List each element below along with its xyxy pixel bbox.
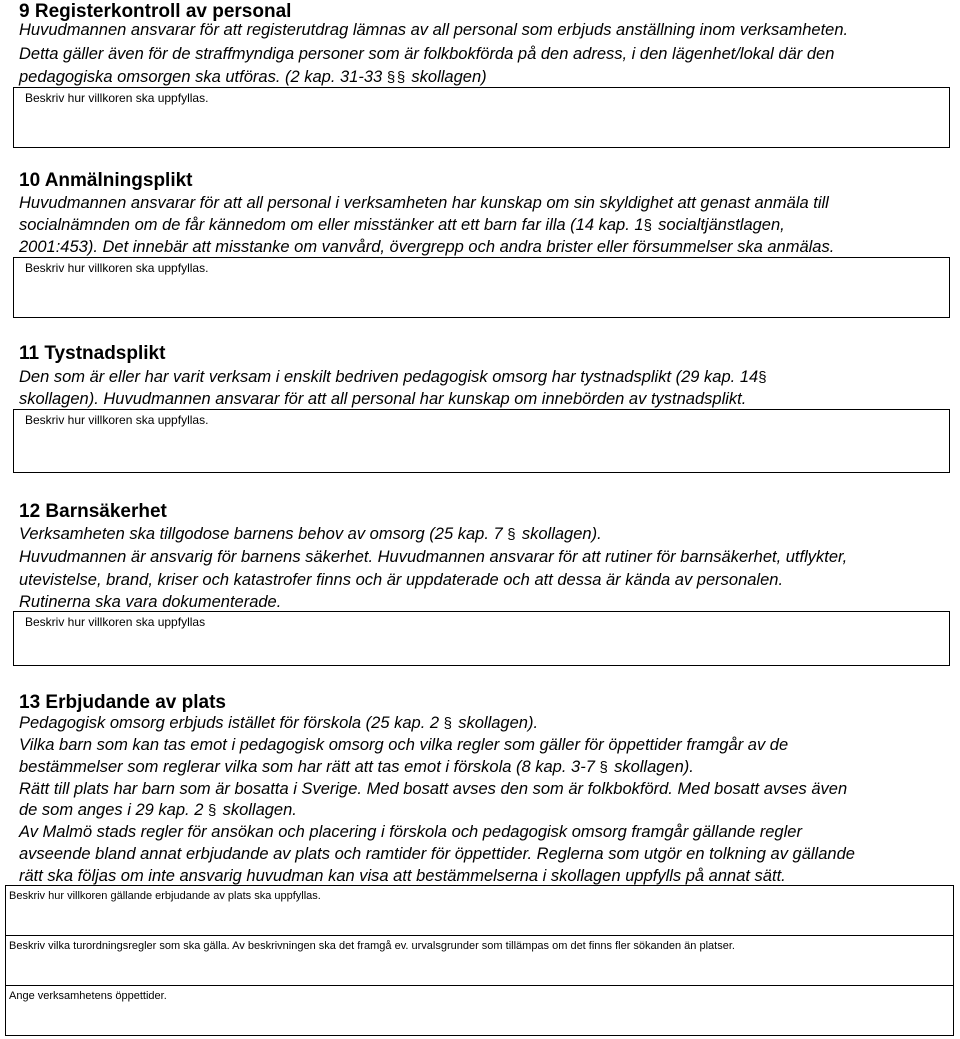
paragraph-sign-icon bbox=[600, 760, 608, 774]
section-13-line-3: bestämmelser som reglerar vilka som har rätt att tas emot i förskola (8 kap. 3-7 bbox=[19, 758, 595, 776]
section-10-heading: 10 Anmälningsplikt bbox=[19, 170, 193, 191]
section-10-line-3: 2001:453). Det innebär att misstanke om vanvård, övergrepp och andra brister eller försummelser ska anmälas. bbox=[19, 238, 835, 256]
section-12-line-1b: skollagen). bbox=[521, 525, 602, 543]
section-10-line-2-wrap bbox=[19, 215, 785, 236]
section-12-line-4: Rutinerna ska vara dokumenterade. bbox=[19, 593, 282, 611]
section-9-line-2: Detta gäller även för de straffmyndiga personer som är folkbokförda på den adress, i den lägenhet/lokal där den bbox=[19, 45, 835, 63]
paragraph-sign-icon bbox=[759, 370, 767, 384]
section-13-line-1: Pedagogisk omsorg erbjuds istället för förskola (25 kap. 2 bbox=[19, 714, 440, 732]
section-13-answer-field-1[interactable] bbox=[5, 885, 954, 936]
section-13-line-7: avseende bland annat erbjudande av plats och ramtider för öppettider. Reglerna som utgör en tolkning av gällande bbox=[19, 845, 855, 863]
paragraph-sign-icon bbox=[388, 70, 396, 84]
section-11-line-1: Den som är eller har varit verksam i enskilt bedriven pedagogisk omsorg har tystnadsplikt (29 kap. 14 bbox=[19, 368, 759, 386]
section-12-heading: 12 Barnsäkerhet bbox=[19, 501, 167, 522]
section-13-answer-label-1: Beskriv hur villkoren gällande erbjudande av plats ska uppfyllas. bbox=[9, 890, 321, 902]
section-13-answer-label-2: Beskriv vilka turordningsregler som ska gälla. Av beskrivningen ska det framgå ev. urvalsgrunder som tillämpas om det finns fler sökanden än platser. bbox=[9, 940, 735, 952]
section-9-heading: 9 Registerkontroll av personal bbox=[19, 1, 292, 22]
paragraph-sign-icon bbox=[445, 716, 453, 730]
section-13-line-2: Vilka barn som kan tas emot i pedagogisk omsorg och vilka regler som gäller för öppettider framgår av de bbox=[19, 736, 789, 754]
section-13-line-1-wrap bbox=[19, 713, 538, 734]
paragraph-sign-icon bbox=[398, 70, 406, 84]
section-13-line-6: Av Malmö stads regler för ansökan och placering i förskola och pedagogisk omsorg framgår gällande regler bbox=[19, 823, 802, 841]
section-12-answer-field[interactable] bbox=[13, 611, 950, 666]
section-13-line-1b: skollagen). bbox=[458, 714, 539, 732]
section-13-answer-field-2[interactable] bbox=[5, 935, 954, 986]
section-11-line-2: skollagen). Huvudmannen ansvarar för att all personal har kunskap om innebörden av tystnadsplikt. bbox=[19, 390, 747, 408]
section-10-line-2: socialnämnden om de får kännedom om eller misstänker att ett barn far illa (14 kap. 1 bbox=[19, 216, 644, 234]
section-13-heading: 13 Erbjudande av plats bbox=[19, 692, 226, 713]
section-9-answer-label: Beskriv hur villkoren ska uppfyllas. bbox=[25, 91, 209, 105]
section-12-line-3: utevistelse, brand, kriser och katastrofer finns och är uppdaterade och att dessa är kända av personalen. bbox=[19, 571, 784, 589]
section-9-line-1: Huvudmannen ansvarar för att registerutdrag lämnas av all personal som erbjuds anställning inom verksamheten. bbox=[19, 21, 849, 39]
section-9-line-3: pedagogiska omsorgen ska utföras. (2 kap. 31-33 bbox=[19, 68, 383, 86]
section-10-answer-label: Beskriv hur villkoren ska uppfyllas. bbox=[25, 261, 209, 275]
section-13-answer-label-3: Ange verksamhetens öppettider. bbox=[9, 990, 167, 1002]
section-11-heading: 11 Tystnadsplikt bbox=[19, 343, 166, 364]
section-12-line-1: Verksamheten ska tillgodose barnens behov av omsorg (25 kap. 7 bbox=[19, 525, 503, 543]
section-13-line-5: de som anges i 29 kap. 2 bbox=[19, 801, 204, 819]
section-13-line-4: Rätt till plats har barn som är bosatta i Sverige. Med bosatt avses den som är folkbokförd. Med bosatt avses även bbox=[19, 780, 848, 798]
paragraph-sign-icon bbox=[508, 527, 516, 541]
section-12-answer-label: Beskriv hur villkoren ska uppfyllas bbox=[25, 615, 206, 629]
section-11-line-1-wrap bbox=[19, 367, 768, 388]
section-10-line-2b: socialtjänstlagen, bbox=[658, 216, 785, 234]
section-13-line-8: rätt ska följas om inte ansvarig huvudman kan visa att bestämmelserna i skollagen uppfylls på annat sätt. bbox=[19, 867, 786, 885]
section-10-line-1: Huvudmannen ansvarar för att all personal i verksamheten har kunskap om sin skyldighet att genast anmäla till bbox=[19, 194, 829, 212]
paragraph-sign-icon bbox=[209, 803, 217, 817]
section-9-answer-field[interactable] bbox=[13, 87, 950, 148]
section-9-line-3b: skollagen) bbox=[411, 68, 487, 86]
section-12-line-1-wrap bbox=[19, 524, 602, 545]
section-13-line-3-wrap bbox=[19, 757, 694, 778]
section-11-answer-label: Beskriv hur villkoren ska uppfyllas. bbox=[25, 413, 209, 427]
section-13-line-3b: skollagen). bbox=[614, 758, 694, 776]
section-13-line-5-wrap bbox=[19, 800, 297, 821]
section-13-answer-field-3[interactable] bbox=[5, 985, 954, 1036]
section-10-answer-field[interactable] bbox=[13, 257, 950, 318]
section-12-line-2: Huvudmannen är ansvarig för barnens säkerhet. Huvudmannen ansvarar för att rutiner för barnsäkerhet, utflykter, bbox=[19, 548, 848, 566]
section-13-line-5b: skollagen. bbox=[222, 801, 297, 819]
paragraph-sign-icon bbox=[645, 218, 653, 232]
section-9-line-3-wrap bbox=[19, 67, 487, 88]
section-11-answer-field[interactable] bbox=[13, 409, 950, 473]
